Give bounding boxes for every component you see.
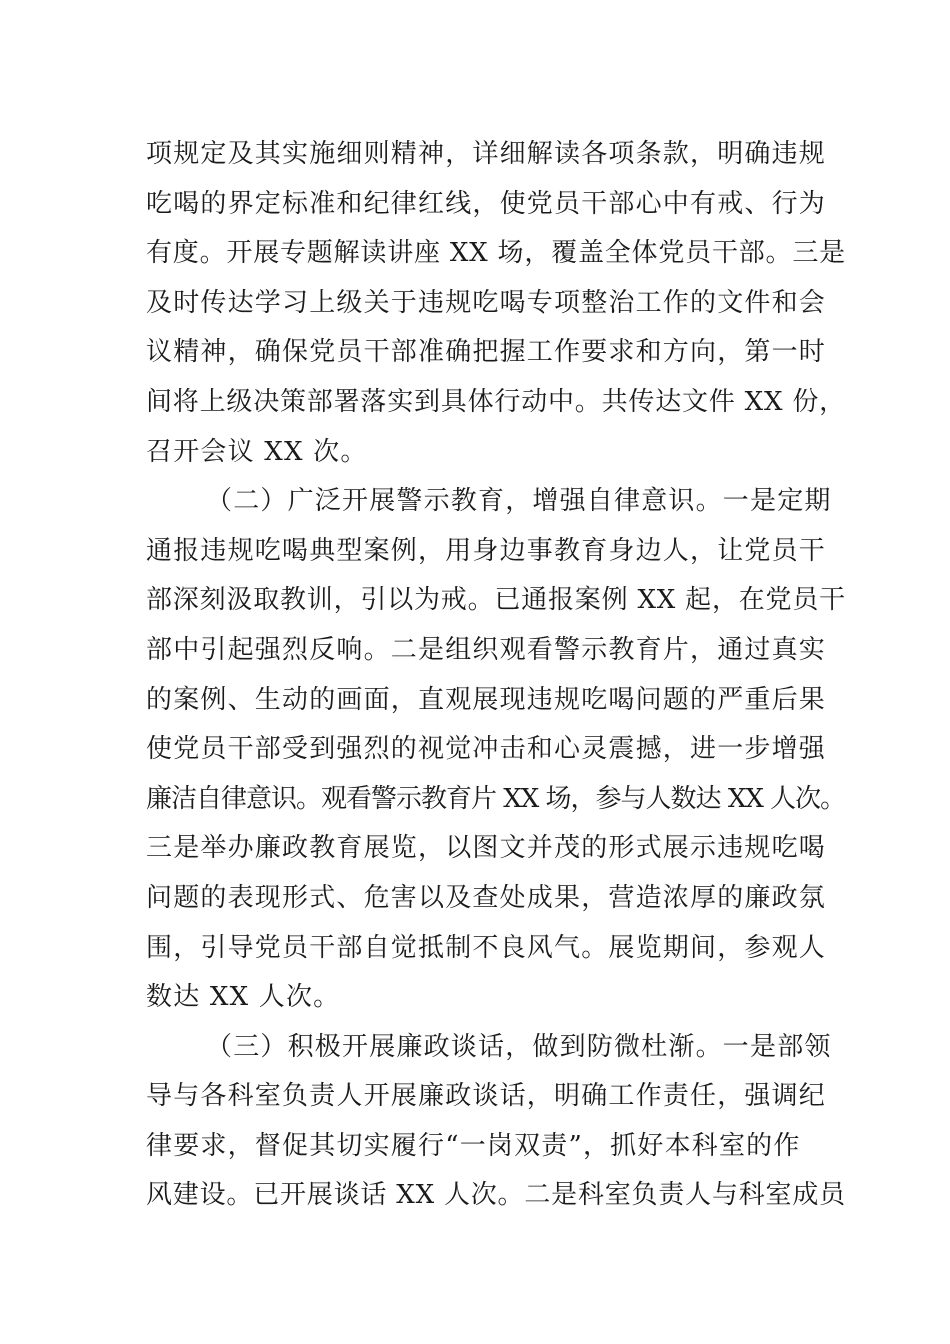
text-line: 间将上级决策部署落实到具体行动中。共传达文件 XX 份， xyxy=(146,386,846,417)
text-line: 廉洁自律意识。观看警示教育片 XX 场，参与人数达 XX 人次。 xyxy=(146,783,846,814)
document-body xyxy=(146,130,846,1221)
text-line: 三是举办廉政教育展览，以图文并茂的形式展示违规吃喝 xyxy=(146,833,827,864)
text-line: 的案例、生动的画面，直观展现违规吃喝问题的严重后果 xyxy=(146,684,827,715)
text-line: 问题的表现形式、危害以及查处成果，营造浓厚的廉政氛 xyxy=(146,882,827,913)
section-heading-line: （二）广泛开展警示教育，增强自律意识。一是定期 xyxy=(206,486,832,517)
text-line: 导与各科室负责人开展廉政谈话，明确工作责任，强调纪 xyxy=(146,1081,827,1112)
text-line: 议精神，确保党员干部准确把握工作要求和方向，第一时 xyxy=(146,337,827,368)
text-line: 部中引起强烈反响。二是组织观看警示教育片，通过真实 xyxy=(146,634,827,665)
section-heading-line: （三）积极开展廉政谈话，做到防微杜渐。一是部领 xyxy=(206,1031,832,1062)
text-line: 部深刻汲取教训，引以为戒。已通报案例 XX 起，在党员干 xyxy=(146,585,846,616)
text-line: 围，引导党员干部自觉抵制不良风气。展览期间，参观人 xyxy=(146,932,827,963)
text-line: 吃喝的界定标准和纪律红线，使党员干部心中有戒、行为 xyxy=(146,188,827,219)
text-line: 有度。开展专题解读讲座 XX 场，覆盖全体党员干部。三是 xyxy=(146,238,846,269)
text-line: 律要求，督促其切实履行“一岗双责”，抓好本科室的作 xyxy=(146,1130,801,1161)
text-line: 风建设。已开展谈话 XX 人次。二是科室负责人与科室成员 xyxy=(146,1180,846,1211)
text-line: 使党员干部受到强烈的视觉冲击和心灵震撼，进一步增强 xyxy=(146,734,827,765)
text-line: 通报违规吃喝典型案例，用身边事教育身边人，让党员干 xyxy=(146,535,827,566)
text-line: 项规定及其实施细则精神，详细解读各项条款，明确违规 xyxy=(146,139,827,169)
text-line: 数达 XX 人次。 xyxy=(146,982,341,1013)
text-line: 及时传达学习上级关于违规吃喝专项整治工作的文件和会 xyxy=(146,287,827,318)
text-line: 召开会议 XX 次。 xyxy=(146,436,368,467)
